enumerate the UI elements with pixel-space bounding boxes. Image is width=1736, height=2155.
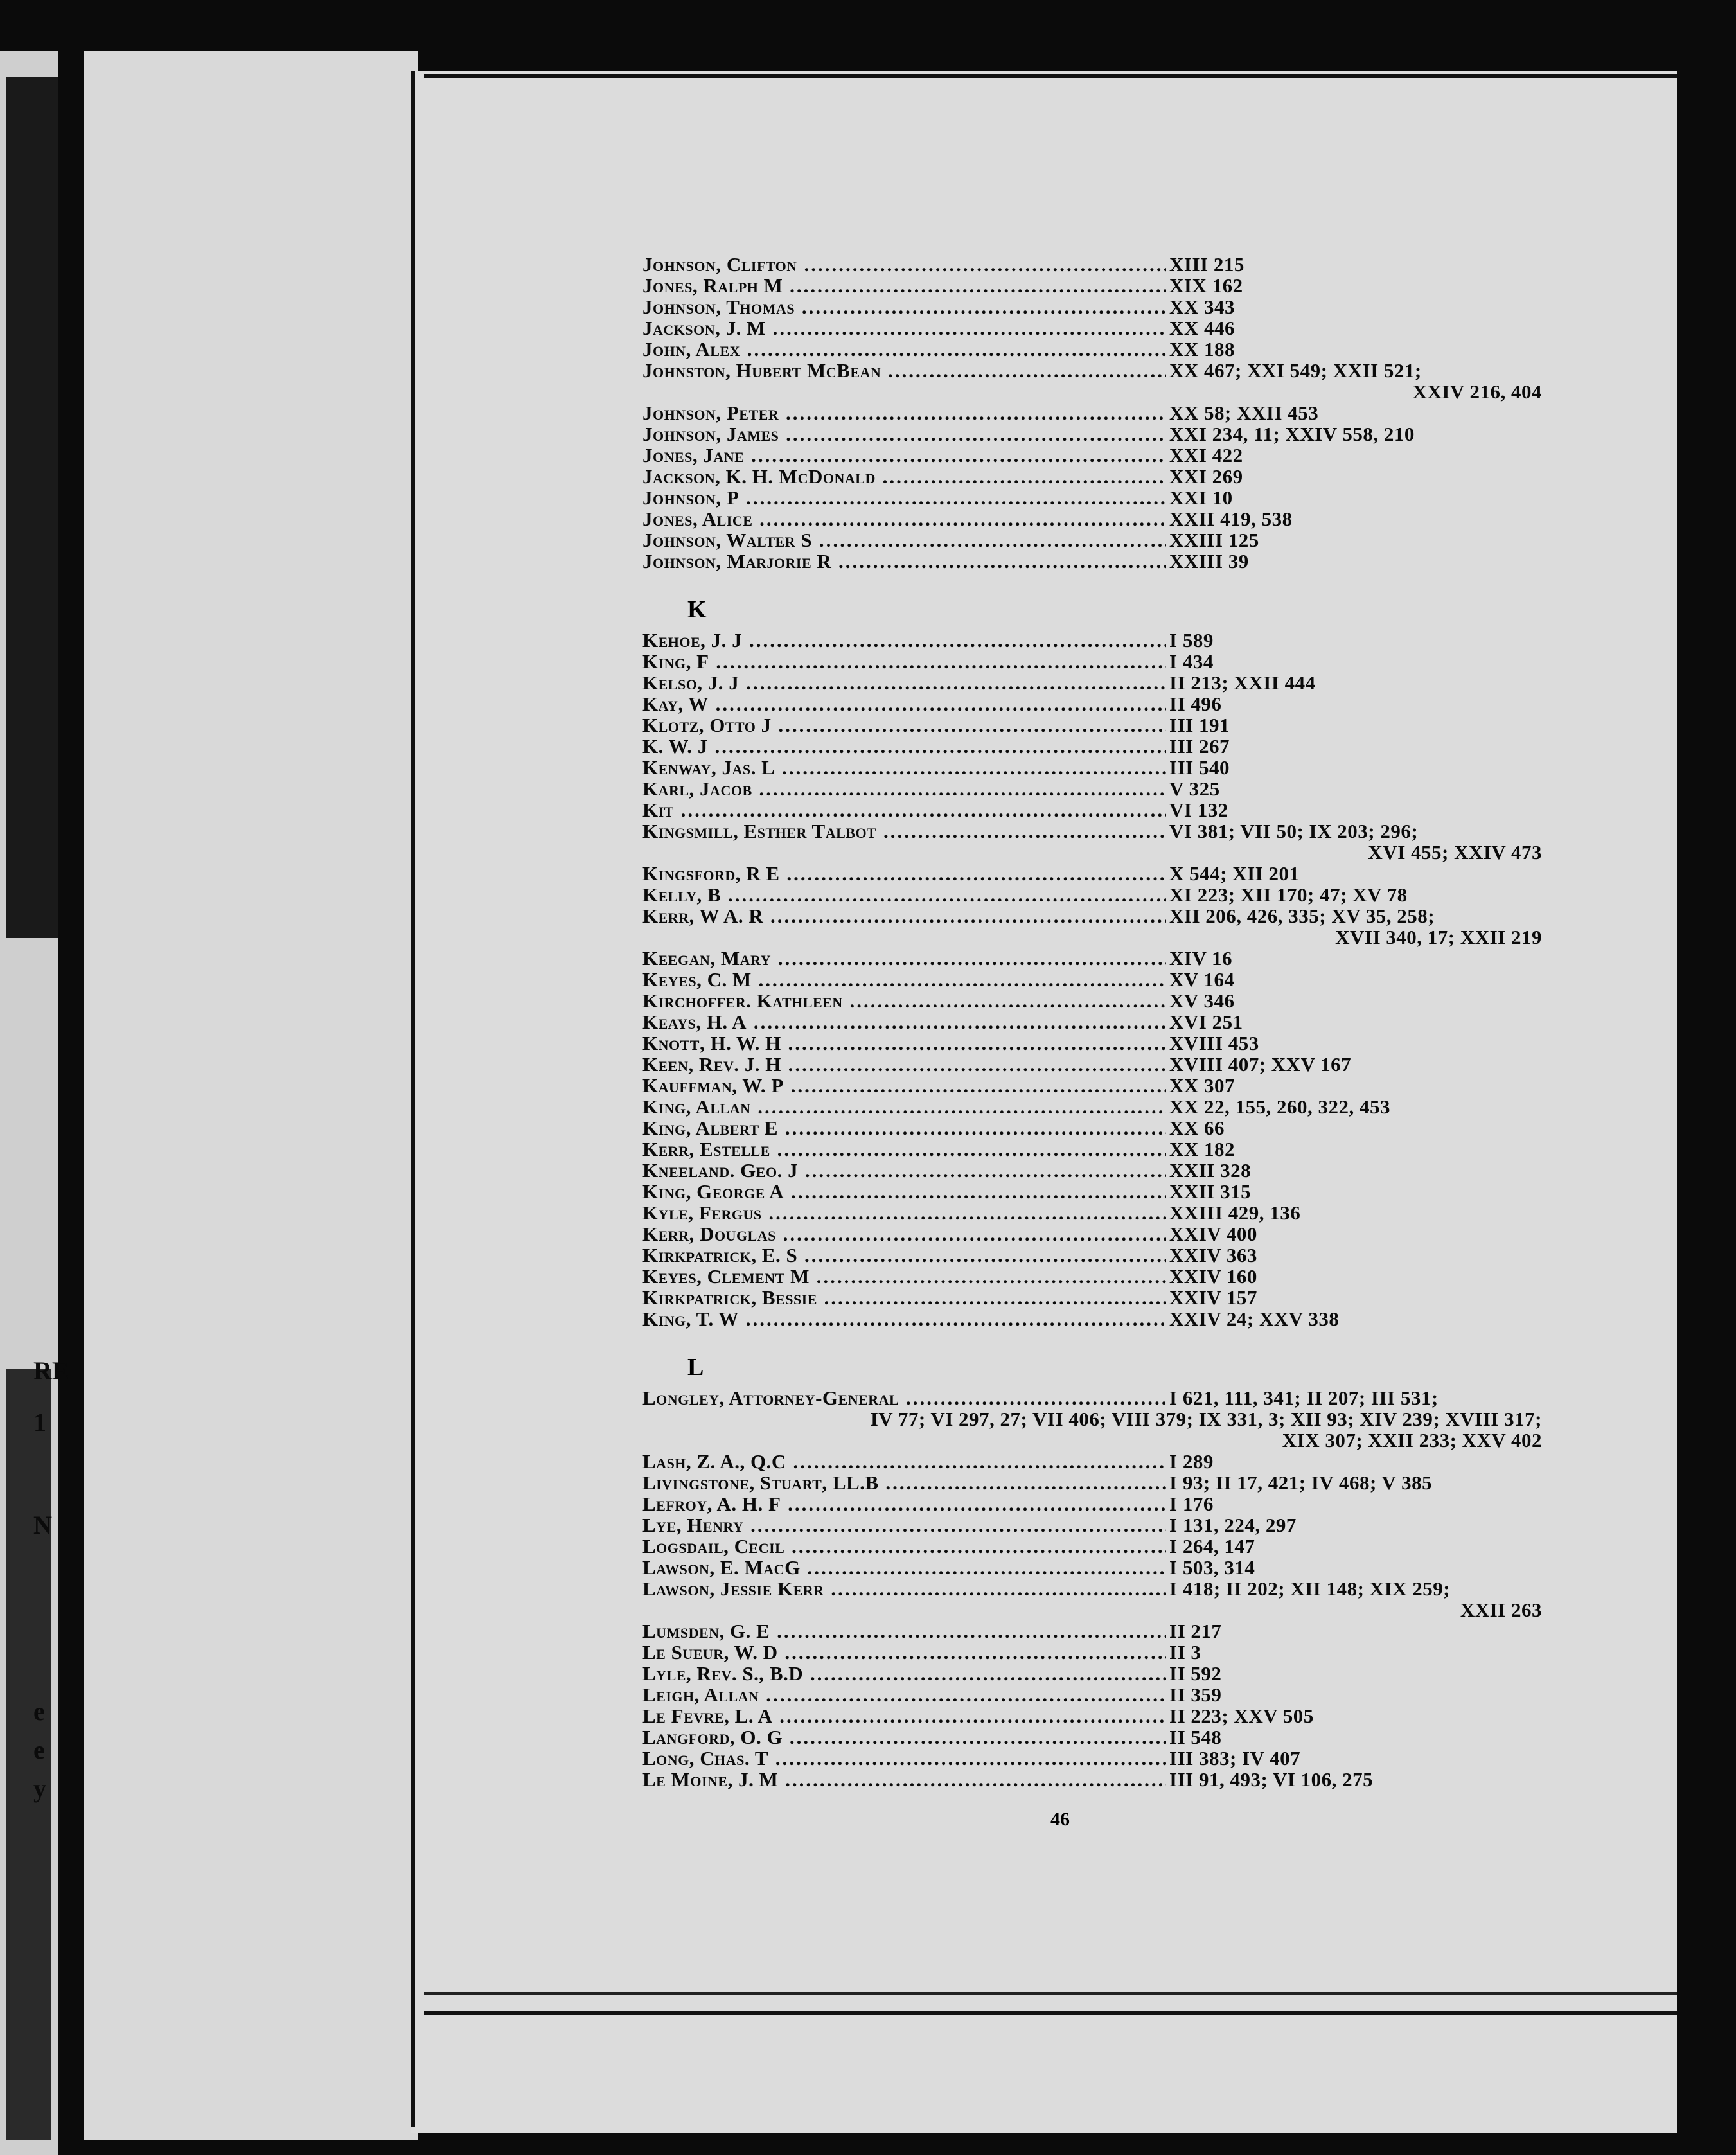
film-shadow (6, 77, 58, 938)
index-entry (617, 1620, 1568, 1642)
entry-name: Kerr, Douglas ..... (642, 1223, 1166, 1245)
entry-name: Kyle, Fergus ..... (642, 1202, 1166, 1223)
entry-reference: XXII 419, 538 (1169, 508, 1293, 530)
entry-reference: I 503, 314 (1169, 1556, 1255, 1579)
index-entry (617, 360, 1568, 402)
section-letter-heading: K (687, 596, 707, 623)
section-spacer (617, 1329, 1568, 1344)
entry-name: Lawson, Jessie Kerr ..... (642, 1578, 1166, 1599)
entry-name: John, Alex ..... (642, 339, 1166, 360)
left-border-rule (411, 71, 415, 2127)
entry-reference: XII 206, 426, 335; XV 35, 258; (1169, 905, 1435, 927)
entry-reference: XX 307 (1169, 1074, 1236, 1097)
entry-name: Lumsden, G. E ..... (642, 1620, 1166, 1642)
entry-reference: XX 446 (1169, 317, 1236, 339)
entry-name: Jones, Alice ..... (642, 508, 1166, 529)
entry-reference: I 131, 224, 297 (1169, 1514, 1297, 1536)
index-entry (617, 1287, 1568, 1308)
index-entry (617, 1139, 1568, 1160)
entry-reference: IV 77; VI 297, 27; VII 406; VIII 379; IX 331, 3; XII 93; XIV 239; XVIII 317; (870, 1408, 1542, 1430)
index-entry (617, 317, 1568, 339)
entry-reference: VI 381; VII 50; IX 203; 296; (1169, 820, 1419, 842)
index-entry (617, 1266, 1568, 1287)
index-entry (617, 1514, 1568, 1536)
index-entry (617, 1642, 1568, 1663)
entry-reference: XI 223; XII 170; 47; XV 78 (1169, 883, 1408, 906)
entry-reference: XVI 251 (1169, 1011, 1243, 1033)
entry-reference: I 621, 111, 341; II 207; III 531; (1169, 1387, 1439, 1409)
entry-reference: XX 343 (1169, 296, 1236, 318)
entry-reference: XXIV 400 (1169, 1223, 1257, 1245)
index-entry (617, 630, 1568, 651)
index-entry (617, 1011, 1568, 1033)
entry-reference: VI 132 (1169, 799, 1228, 821)
index-entry (617, 1054, 1568, 1075)
entry-name: King, George A ..... (642, 1181, 1166, 1202)
index-entry (617, 905, 1568, 948)
index-entry (617, 402, 1568, 423)
entry-reference: XXIII 429, 136 (1169, 1202, 1301, 1224)
index-entry (617, 757, 1568, 778)
index-entry (617, 466, 1568, 487)
entry-name: King, Albert E ..... (642, 1117, 1166, 1139)
entry-name: Johnson, Peter ..... (642, 402, 1166, 423)
entry-name: King, T. W ..... (642, 1308, 1166, 1329)
entry-name: Langford, O. G ..... (642, 1726, 1166, 1748)
index-entry (617, 296, 1568, 317)
index-entry (617, 1684, 1568, 1705)
index-entry (617, 1557, 1568, 1578)
entry-name: Keyes, Clement M ..... (642, 1266, 1166, 1287)
entry-name: Johnson, Marjorie R ..... (642, 551, 1166, 572)
entry-reference: XXII 328 (1169, 1159, 1252, 1182)
index-entry (617, 1578, 1568, 1620)
index-entry (617, 1117, 1568, 1139)
index-entry (617, 254, 1568, 275)
entry-name: Kerr, W A. R ..... (642, 905, 1166, 927)
entry-reference: XVI 455; XXIV 473 (1368, 841, 1542, 864)
entry-reference: XIV 16 (1169, 947, 1233, 970)
entry-name: Johnson, Walter S ..... (642, 529, 1166, 551)
entry-name: Johnson, Clifton ..... (642, 254, 1166, 275)
entry-reference: XV 164 (1169, 968, 1235, 991)
index-entry (617, 736, 1568, 757)
entry-reference: XXIII 125 (1169, 529, 1259, 551)
entry-name: Kirkpatrick, Bessie ..... (642, 1287, 1166, 1308)
entry-reference: XXIV 24; XXV 338 (1169, 1308, 1340, 1330)
entry-reference: XXIV 363 (1169, 1244, 1257, 1266)
entry-name: Karl, Jacob ..... (642, 778, 1166, 799)
index-entry (617, 651, 1568, 672)
section-spacer (617, 572, 1568, 586)
index-entry (617, 1033, 1568, 1054)
entry-reference: III 267 (1169, 735, 1230, 758)
top-border-rule (424, 74, 1677, 78)
index-entry (617, 1202, 1568, 1223)
index-entry (617, 1663, 1568, 1684)
entry-reference: XXII 315 (1169, 1180, 1252, 1203)
index-entry (617, 275, 1568, 296)
entry-reference: XXI 234, 11; XXIV 558, 210 (1169, 423, 1415, 445)
index-entry (617, 1096, 1568, 1117)
entry-name: Kirkpatrick, E. S ..... (642, 1245, 1166, 1266)
index-entry (617, 693, 1568, 714)
entry-name: Livingstone, Stuart, LL.B ..... (642, 1472, 1166, 1493)
entry-name: Leigh, Allan ..... (642, 1684, 1166, 1705)
entry-name: Knott, H. W. H ..... (642, 1033, 1166, 1054)
entry-reference: XXIII 39 (1169, 550, 1249, 572)
section-letter-heading: L (687, 1354, 704, 1381)
entry-reference: XX 188 (1169, 338, 1236, 360)
entry-reference: II 217 (1169, 1620, 1222, 1642)
entry-reference: I 93; II 17, 421; IV 468; V 385 (1169, 1471, 1433, 1494)
index-entry (617, 1451, 1568, 1472)
entry-name: Kauffman, W. P ..... (642, 1075, 1166, 1096)
entry-reference: II 359 (1169, 1683, 1222, 1706)
entry-reference: II 592 (1169, 1662, 1222, 1685)
index-entry (617, 884, 1568, 905)
edge-text: e (33, 1735, 45, 1764)
index-entry (617, 339, 1568, 360)
entry-reference: XVII 340, 17; XXII 219 (1335, 926, 1542, 948)
index-entry (617, 529, 1568, 551)
page-gutter (84, 51, 418, 2140)
entry-reference: II 3 (1169, 1641, 1201, 1663)
index-entry (617, 1387, 1568, 1451)
index-entry (617, 1472, 1568, 1493)
entry-name: Klotz, Otto J ..... (642, 714, 1166, 736)
entry-name: Kehoe, J. J ..... (642, 630, 1166, 651)
entry-reference: XXIV 160 (1169, 1265, 1257, 1288)
entry-reference: XX 58; XXII 453 (1169, 402, 1319, 424)
index-entry (617, 1769, 1568, 1790)
entry-reference: XIX 307; XXII 233; XXV 402 (1282, 1429, 1542, 1451)
entry-reference: XX 22, 155, 260, 322, 453 (1169, 1095, 1391, 1118)
entry-name: Lash, Z. A., Q.C ..... (642, 1451, 1166, 1472)
entry-reference: III 191 (1169, 714, 1230, 736)
entry-name: King, Allan ..... (642, 1096, 1166, 1117)
index-entry (617, 1705, 1568, 1726)
edge-text: 1 (33, 1408, 46, 1437)
edge-text: N (33, 1511, 52, 1539)
entry-name: Kit ..... (642, 799, 1166, 820)
index-entry (617, 672, 1568, 693)
entry-reference: XXII 263 (1460, 1599, 1542, 1621)
index-entry (617, 714, 1568, 736)
entry-reference: XXI 422 (1169, 444, 1243, 466)
edge-text: e (33, 1697, 45, 1726)
edge-text: RE (33, 1356, 69, 1385)
entry-name: Le Fevre, L. A ..... (642, 1705, 1166, 1726)
entry-reference: X 544; XII 201 (1169, 862, 1300, 885)
entry-name: Lye, Henry ..... (642, 1514, 1166, 1536)
entry-reference: XVIII 453 (1169, 1032, 1259, 1054)
entry-name: K. W. J ..... (642, 736, 1166, 757)
entry-reference: XXIV 216, 404 (1412, 380, 1542, 403)
entry-reference: XX 467; XXI 549; XXII 521; (1169, 359, 1422, 382)
index-entry (617, 990, 1568, 1011)
entry-name: Kingsmill, Esther Talbot ..... (642, 820, 1166, 842)
entry-name: Le Moine, J. M ..... (642, 1769, 1166, 1790)
entry-name: Logsdail, Cecil ..... (642, 1536, 1166, 1557)
index-entry (617, 778, 1568, 799)
index-page (617, 254, 1568, 1834)
entry-name: King, F ..... (642, 651, 1166, 672)
index-entry (617, 1726, 1568, 1748)
index-entry (617, 1223, 1568, 1245)
index-entry (617, 799, 1568, 820)
index-entry (617, 487, 1568, 508)
entry-reference: XV 346 (1169, 989, 1235, 1012)
index-entry (617, 1536, 1568, 1557)
entry-reference: XXIV 157 (1169, 1286, 1257, 1309)
entry-name: Keyes, C. M ..... (642, 969, 1166, 990)
entry-name: Kay, W ..... (642, 693, 1166, 714)
index-list (617, 254, 1568, 1790)
entry-name: Lawson, E. MacG ..... (642, 1557, 1166, 1578)
entry-name: Kelly, B ..... (642, 884, 1166, 905)
entry-reference: III 91, 493; VI 106, 275 (1169, 1768, 1374, 1791)
bottom-border-rule (424, 2011, 1677, 2015)
index-entry (617, 1493, 1568, 1514)
entry-name: Kenway, Jas. L ..... (642, 757, 1166, 778)
entry-name: Keen, Rev. J. H ..... (642, 1054, 1166, 1075)
page-number: 46 (1050, 1809, 1070, 1830)
index-entry (617, 863, 1568, 884)
entry-reference: XVIII 407; XXV 167 (1169, 1053, 1352, 1076)
edge-text: y (33, 1774, 46, 1803)
entry-reference: II 548 (1169, 1726, 1222, 1748)
entry-name: Johnson, Thomas ..... (642, 296, 1166, 317)
entry-name: Lefroy, A. H. F ..... (642, 1493, 1166, 1514)
entry-reference: I 589 (1169, 629, 1214, 652)
index-entry (617, 551, 1568, 572)
entry-name: Keegan, Mary ..... (642, 948, 1166, 969)
index-entry (617, 445, 1568, 466)
index-entry (617, 423, 1568, 445)
bottom-border-rule (424, 1992, 1677, 1995)
index-entry (617, 508, 1568, 529)
entry-name: Long, Chas. T ..... (642, 1748, 1166, 1769)
index-entry (617, 1181, 1568, 1202)
entry-reference: XX 182 (1169, 1138, 1236, 1160)
entry-name: Johnson, P ..... (642, 487, 1166, 508)
index-entry (617, 820, 1568, 863)
entry-name: Kneeland. Geo. J ..... (642, 1160, 1166, 1181)
entry-name: Jones, Jane ..... (642, 445, 1166, 466)
entry-name: Longley, Attorney-General ..... (642, 1387, 1166, 1408)
entry-name: Jones, Ralph M ..... (642, 275, 1166, 296)
entry-reference: XXI 10 (1169, 486, 1233, 509)
entry-reference: II 223; XXV 505 (1169, 1705, 1314, 1727)
entry-name: Lyle, Rev. S., B.D ..... (642, 1663, 1166, 1684)
entry-name: Kingsford, R E ..... (642, 863, 1166, 884)
entry-name: Jackson, K. H. McDonald ..... (642, 466, 1166, 487)
entry-reference: I 434 (1169, 650, 1214, 673)
entry-name: Kirchoffer. Kathleen ..... (642, 990, 1166, 1011)
index-entry (617, 948, 1568, 969)
entry-reference: III 383; IV 407 (1169, 1747, 1301, 1769)
entry-reference: I 418; II 202; XII 148; XIX 259; (1169, 1577, 1451, 1600)
index-entry (617, 1075, 1568, 1096)
entry-reference: XIII 215 (1169, 253, 1244, 276)
entry-reference: I 289 (1169, 1450, 1214, 1473)
entry-name: Jackson, J. M ..... (642, 317, 1166, 339)
entry-reference: I 264, 147 (1169, 1535, 1255, 1557)
entry-reference: XIX 162 (1169, 274, 1243, 297)
entry-name: Le Sueur, W. D ..... (642, 1642, 1166, 1663)
entry-reference: I 176 (1169, 1493, 1214, 1515)
entry-reference: XX 66 (1169, 1117, 1225, 1139)
index-entry (617, 1308, 1568, 1329)
index-entry (617, 969, 1568, 990)
entry-reference: III 540 (1169, 756, 1230, 779)
adjacent-page-edge (0, 51, 58, 2155)
index-entry (617, 1245, 1568, 1266)
entry-name: Keays, H. A ..... (642, 1011, 1166, 1033)
entry-reference: II 213; XXII 444 (1169, 671, 1316, 694)
entry-reference: II 496 (1169, 693, 1222, 715)
entry-reference: V 325 (1169, 777, 1220, 800)
entry-name: Johnston, Hubert McBean ..... (642, 360, 1166, 381)
index-entry (617, 1748, 1568, 1769)
entry-name: Johnson, James ..... (642, 423, 1166, 445)
entry-name: Kerr, Estelle ..... (642, 1139, 1166, 1160)
entry-name: Kelso, J. J ..... (642, 672, 1166, 693)
index-entry (617, 1160, 1568, 1181)
entry-reference: XXI 269 (1169, 465, 1243, 488)
